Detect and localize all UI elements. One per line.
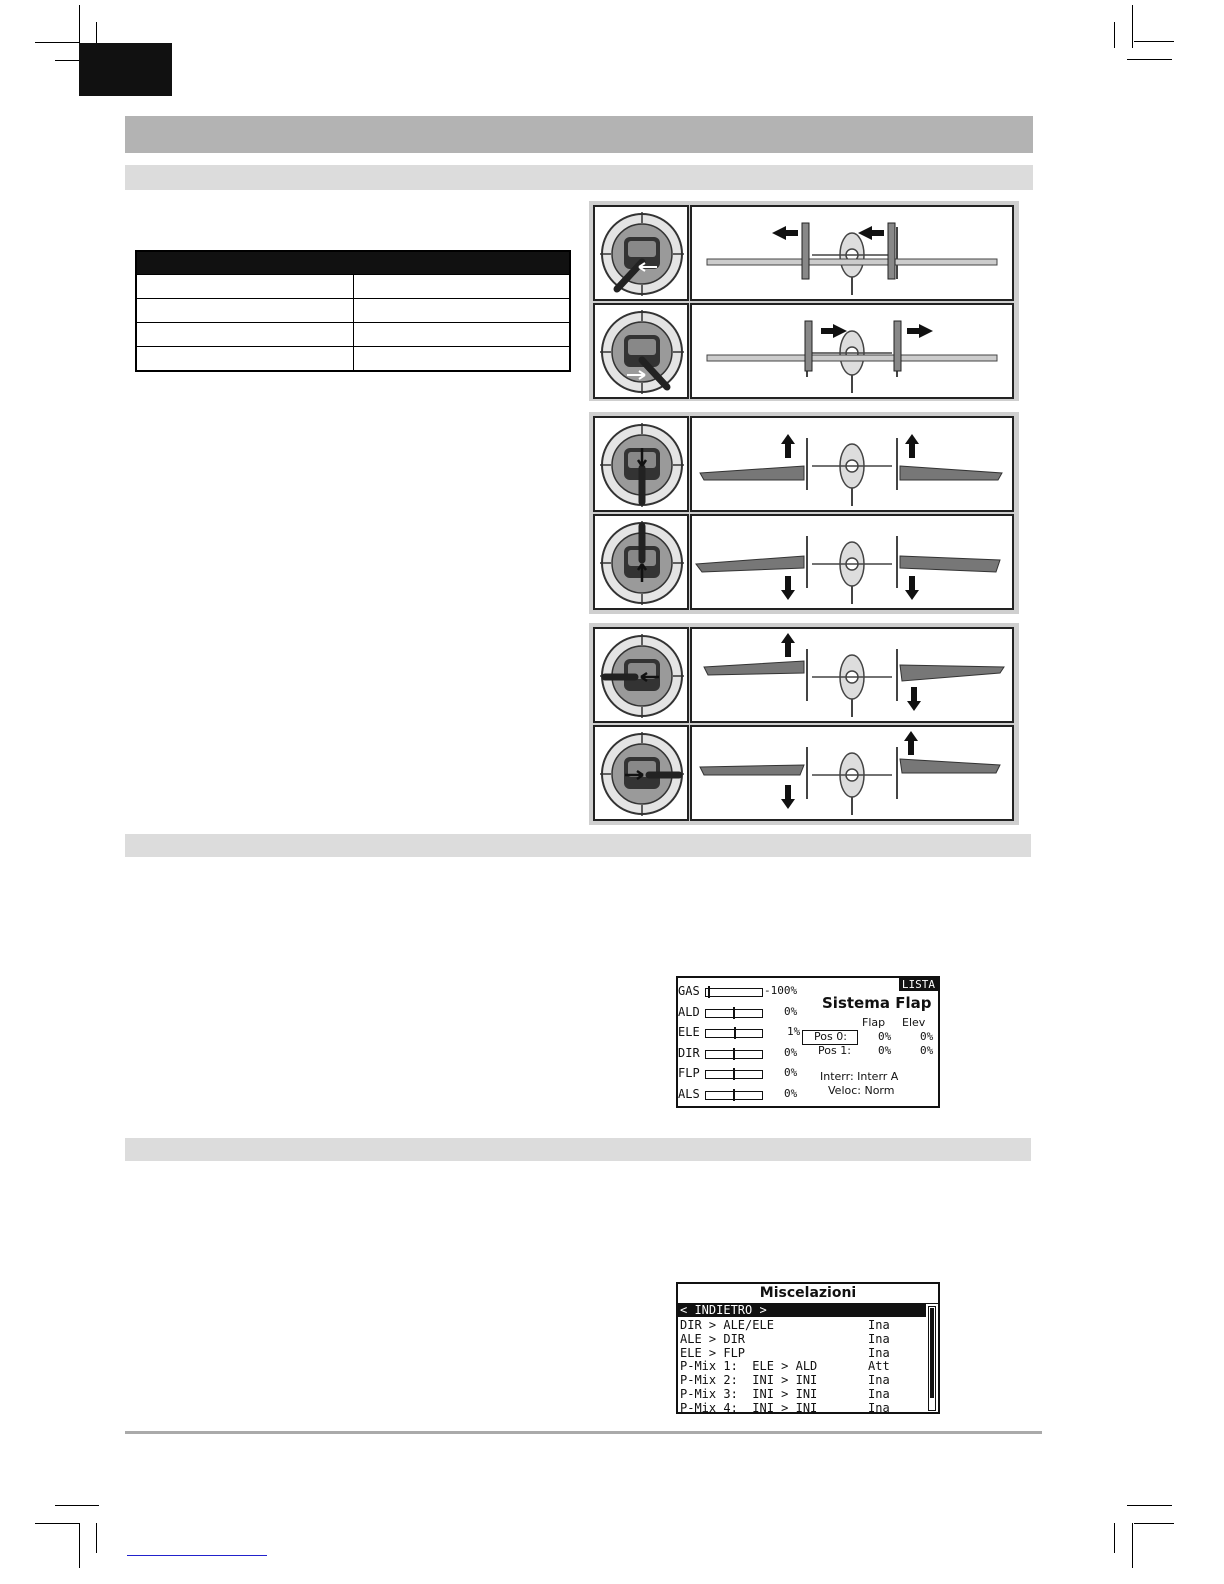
crop-mark [79, 5, 80, 45]
subsection-bar [125, 1138, 1031, 1161]
crop-mark [1127, 1505, 1172, 1506]
channel-label: FLP [678, 1066, 700, 1080]
mix-row-status: Ina [868, 1346, 890, 1360]
footer-link-underline[interactable] [127, 1555, 267, 1556]
settings-table [135, 250, 571, 372]
channel-bar [705, 1050, 763, 1059]
crop-mark [1114, 22, 1115, 48]
channel-label: GAS [678, 984, 700, 998]
language-tab [79, 43, 172, 96]
mix-row-status: Ina [868, 1373, 890, 1387]
crop-mark [1132, 1523, 1133, 1568]
plane-cell [690, 303, 1014, 399]
channel-value: 0% [784, 1005, 798, 1018]
stick-cell [593, 416, 689, 512]
stick-gimbal-icon [595, 207, 689, 301]
aileron-figure-group [589, 201, 1019, 401]
channel-value: 0% [784, 1087, 798, 1100]
speed-setting[interactable]: Veloc: Norm [828, 1084, 895, 1097]
crop-mark [35, 42, 79, 43]
crop-mark [96, 1523, 97, 1553]
position-label: Pos 1: [818, 1044, 851, 1057]
crop-mark [35, 1523, 79, 1524]
back-label: < INDIETRO > [680, 1303, 767, 1317]
crop-mark [1134, 1523, 1174, 1524]
screen-title: Miscelazioni [759, 1285, 857, 1301]
plane-diagram [692, 516, 1012, 608]
mix-row-label[interactable]: P-Mix 3: INI > INI [680, 1387, 818, 1401]
channel-value: -100% [764, 984, 798, 997]
channel-value: 1% [787, 1025, 801, 1038]
stick-gimbal-icon [595, 727, 689, 821]
channel-bar [705, 1091, 763, 1100]
channel-value: 0% [784, 1066, 798, 1079]
aileron-roll-figure-group [589, 623, 1019, 825]
subsection-bar [125, 834, 1031, 857]
crop-mark [1132, 5, 1133, 48]
plane-cell [690, 627, 1014, 723]
mix-row-label[interactable]: ALE > DIR [680, 1332, 746, 1346]
flap-column-header: Flap [862, 1016, 886, 1029]
mix-row-label[interactable]: P-Mix 1: ELE > ALD [680, 1359, 818, 1373]
stick-cell [593, 627, 689, 723]
stick-cell [593, 205, 689, 301]
elevator-figure-group [589, 412, 1019, 614]
mix-row-label[interactable]: P-Mix 4: INI > INI [680, 1401, 818, 1415]
plane-diagram [692, 629, 1012, 721]
channel-label: DIR [678, 1046, 700, 1060]
section-header-bar [125, 116, 1033, 153]
stick-gimbal-icon [595, 418, 689, 512]
table-row [136, 299, 570, 323]
plane-diagram [692, 305, 1012, 397]
table-row [136, 275, 570, 299]
scrollbar[interactable] [928, 1306, 936, 1411]
position-label: Pos 0: [814, 1030, 847, 1043]
table-row [136, 347, 570, 372]
crop-mark [55, 1505, 99, 1506]
channel-value: 0% [784, 1046, 798, 1059]
stick-gimbal-icon [595, 516, 689, 610]
mix-row-label[interactable]: DIR > ALE/ELE [680, 1318, 774, 1332]
stick-gimbal-icon [595, 305, 689, 399]
table-header [136, 251, 570, 275]
channel-label: ALS [678, 1087, 700, 1101]
switch-setting[interactable]: Interr: Interr A [820, 1070, 899, 1083]
stick-cell [593, 725, 689, 821]
plane-diagram [692, 207, 1012, 299]
position-elev-value: 0% [920, 1030, 934, 1043]
plane-cell [690, 725, 1014, 821]
mix-row-label[interactable]: P-Mix 2: INI > INI [680, 1373, 818, 1387]
plane-cell [690, 205, 1014, 301]
plane-diagram [692, 727, 1012, 819]
crop-mark [1134, 41, 1174, 42]
plane-cell [690, 514, 1014, 610]
mix-row-status: Ina [868, 1387, 890, 1401]
crop-mark [79, 1523, 80, 1568]
mix-row-status: Ina [868, 1401, 890, 1415]
channel-bar [705, 988, 763, 997]
crop-mark [1127, 59, 1172, 60]
position-flap-value: 0% [878, 1030, 892, 1043]
scrollbar-thumb[interactable] [930, 1308, 934, 1398]
channel-label: ALD [678, 1005, 700, 1019]
channel-bar [705, 1070, 763, 1079]
footer-rule [125, 1431, 1042, 1434]
mixing-menu-screen [676, 1282, 940, 1414]
flap-system-screen [676, 976, 940, 1108]
mix-row-label[interactable]: ELE > FLP [680, 1346, 746, 1360]
stick-cell [593, 514, 689, 610]
elev-column-header: Elev [902, 1016, 926, 1029]
stick-gimbal-icon [595, 629, 689, 723]
stick-cell [593, 303, 689, 399]
list-tag: LISTA [899, 978, 938, 991]
plane-diagram [692, 418, 1012, 510]
crop-mark [1114, 1523, 1115, 1553]
mix-row-status: Ina [868, 1318, 890, 1332]
channel-bar [705, 1029, 763, 1038]
channel-bar [705, 1009, 763, 1018]
table-row [136, 323, 570, 347]
mix-row-status: Ina [868, 1332, 890, 1346]
screen-title: Sistema Flap [822, 994, 932, 1012]
mix-row-status: Att [868, 1359, 890, 1373]
channel-label: ELE [678, 1025, 700, 1039]
position-flap-value: 0% [878, 1044, 892, 1057]
subsection-bar [125, 165, 1033, 190]
plane-cell [690, 416, 1014, 512]
position-elev-value: 0% [920, 1044, 934, 1057]
